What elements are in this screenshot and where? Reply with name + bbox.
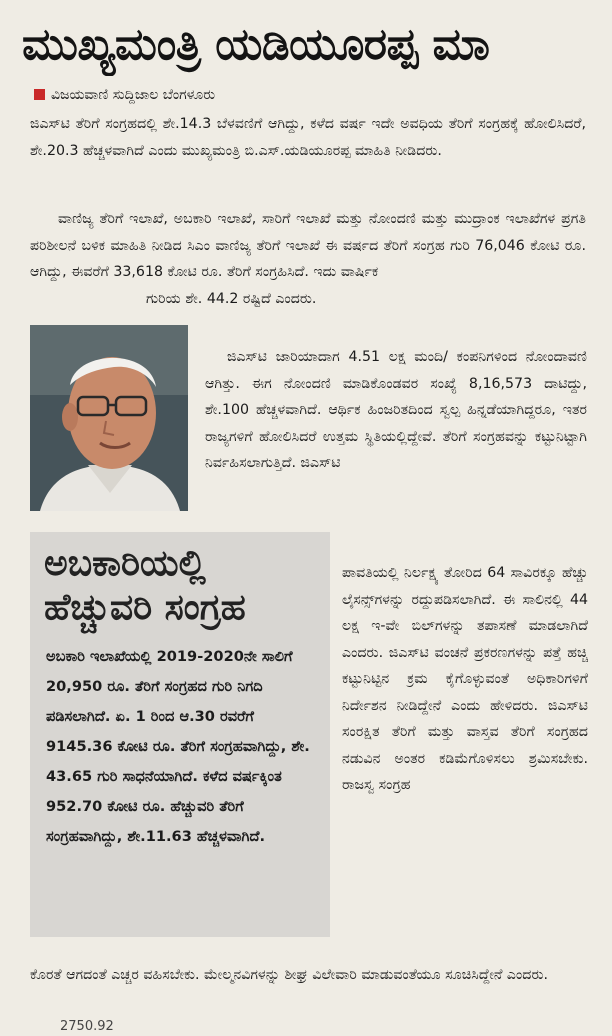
yediyurappa-photo bbox=[30, 325, 188, 511]
paragraph-1: ಜಿಎಸ್‌ಟಿ ತೆರಿಗೆ ಸಂಗ್ರಹದಲ್ಲಿ ಶೇ.14.3 ಬೆಳವಣಿಗೆ ಆಗಿದ್ದು, ಕಳೆದ ವರ್ಷ ಇದೇ ಅವಧಿಯ ತೆರಿಗೆ ಸಂಗ್ರಹಕ್ಕೆ ಹೋಲಿಸಿದರೆ, ಶೇ.20.3 ಹೆಚ್ಚಳವಾಗಿದೆ ಎಂದು ಮುಖ್ಯಮಂತ್ರಿ ಬಿ.ಎಸ್.ಯಡಿಯೂರಪ್ಪ ಮಾಹಿತಿ ನೀಡಿದರು. bbox=[30, 116, 586, 159]
cut-off-text: 2750.92 bbox=[60, 1019, 114, 1034]
paragraph-2-text: ವಾಣಿಜ್ಯ ತೆರಿಗೆ ಇಲಾಖೆ, ಅಬಕಾರಿ ಇಲಾಖೆ, ಸಾರಿಗೆ ಇಲಾಖೆ ಮತ್ತು ನೋಂದಣಿ ಮತ್ತು ಮುದ್ರಾಂಕ ಇಲಾಖೆಗಳ ಪ್ರಗತಿ ಪರಿಶೀಲನೆ ಬಳಿಕ ಮಾಹಿತಿ ನೀಡಿದ ಸಿಎಂ ವಾಣಿಜ್ಯ ತೆರಿಗೆ ಇಲಾಖೆ ಈ ವರ್ಷದ ತೆರಿಗೆ ಸಂಗ್ರಹ ಗುರಿ 76,046 ಕೋಟಿ ರೂ. ಆಗಿದ್ದು, ಈವರೆಗೆ 33,618 ಕೋಟಿ ರೂ. ತೆರಿಗೆ ಸಂಗ್ರಹಿಸಿದೆ. ಇದು ವಾರ್ಷಿಕ bbox=[30, 211, 586, 280]
paragraph-5: ಕೊರತೆ ಆಗದಂತೆ ಎಚ್ಚರ ವಹಿಸಬೇಕು. ಮೇಲ್ಮನವಿಗಳನ್ನು ಶೀಘ್ರ ವಿಲೇವಾರಿ ಮಾಡುವಂತೆಯೂ ಸೂಚಿಸಿದ್ದೇನೆ ಎಂದರು. bbox=[30, 967, 548, 983]
paragraph-2 bbox=[30, 206, 586, 312]
byline-text: ವಿಜಯವಾಣಿ ಸುದ್ದಿಜಾಲ ಬೆಂಗಳೂರು bbox=[51, 87, 216, 103]
sidebar-body: ಅಬಕಾರಿ ಇಲಾಖೆಯಲ್ಲಿ 2019-2020ನೇ ಸಾಲಿಗೆ 20,950 ರೂ. ತೆರಿಗೆ ಸಂಗ್ರಹದ ಗುರಿ ನಿಗದಿ ಪಡಿಸಲಾಗಿದೆ. ಏ. 1 ರಿಂದ ಆ.30 ರವರೆಗೆ 9145.36 ಕೋಟಿ ರೂ. ತೆರಿಗೆ ಸಂಗ್ರಹವಾಗಿದ್ದು, ಶೇ. 43.65 ಗುರಿ ಸಾಧನೆಯಾಗಿದೆ. ಕಳೆದ ವರ್ಷಕ್ಕಿಂತ 952.70 ಕೋಟಿ ರೂ. ಹೆಚ್ಚುವರಿ ತೆರಿಗೆ ಸಂಗ್ರಹವಾಗಿದ್ದು, ಶೇ.11.63 ಹೆಚ್ಚಳವಾಗಿದೆ. bbox=[46, 648, 310, 845]
sidebar-title-line-1: ಅಬಕಾರಿಯಲ್ಲಿ bbox=[44, 543, 206, 584]
byline bbox=[34, 84, 215, 106]
paragraph-4: ಪಾವತಿಯಲ್ಲಿ ನಿರ್ಲಕ್ಷ್ಯ ತೋರಿದ 64 ಸಾವಿರಕ್ಕೂ ಹೆಚ್ಚು ಲೈಸನ್ಸ್‌ಗಳನ್ನು ರದ್ದುಪಡಿಸಲಾಗಿದೆ. ಈ ಸಾಲಿನಲ್ಲಿ 44 ಲಕ್ಷ ಇ-ವೇ ಬಿಲ್‌ಗಳನ್ನು ತಪಾಸಣೆ ಮಾಡಲಾಗಿದೆ ಎಂದರು. ಜಿಎಸ್‌ಟಿ ವಂಚನೆ ಪ್ರಕರಣಗಳನ್ನು ಪತ್ತೆ ಹಚ್ಚಿ ಕಟ್ಟುನಿಟ್ಟಿನ ಕ್ರಮ ಕೈಗೊಳ್ಳುವಂತೆ ಅಧಿಕಾರಿಗಳಿಗೆ ನಿರ್ದೇಶನ ನೀಡಿದ್ದೇನೆ ಎಂದು ಹೇಳಿದರು. ಜಿಎಸ್‌ಟಿ ಸಂರಕ್ಷಿತ ತೆರಿಗೆ ಮತ್ತು ವಾಸ್ತವ ತೆರಿಗೆ ಸಂಗ್ರಹದ ನಡುವಿನ ಅಂತರ ಕಡಿಮೆಗೊಳಿಸಲು ಶ್ರಮಿಸಬೇಕು. ರಾಜಸ್ವ ಸಂಗ್ರಹ bbox=[342, 565, 588, 793]
paragraph-2-last-line: ಗುರಿಯ ಶೇ. 44.2 ರಷ್ಟಿದೆ ಎಂದರು. bbox=[146, 290, 317, 307]
sidebar-title bbox=[44, 542, 324, 630]
byline-marker bbox=[34, 89, 45, 100]
portrait-illustration bbox=[30, 325, 188, 511]
sidebar-title-line-2: ಹೆಚ್ಚುವರಿ ಸಂಗ್ರಹ bbox=[44, 587, 246, 628]
excise-sidebar-box bbox=[30, 532, 330, 937]
paragraph-3: ಜಿಎಸ್‌ಟಿ ಜಾರಿಯಾದಾಗ 4.51 ಲಕ್ಷ ಮಂದಿ/ ಕಂಪನಿಗಳಿಂದ ನೋಂದಾವಣಿ ಆಗಿತ್ತು. ಈಗ ನೋಂದಣಿ ಮಾಡಿಕೊಂಡವರ ಸಂಖ್ಯೆ 8,16,573 ದಾಟಿದ್ದು, ಶೇ.100 ಹೆಚ್ಚಳವಾಗಿದೆ. ಆರ್ಥಿಕ ಹಿಂಜರಿತದಿಂದ ಸ್ವಲ್ಪ ಹಿನ್ನಡೆಯಾಗಿದ್ದರೂ, ಇತರ ರಾಜ್ಯಗಳಿಗೆ ಹೋಲಿಸಿದರೆ ಉತ್ತಮ ಸ್ಥಿತಿಯಲ್ಲಿದ್ದೇವೆ. ತೆರಿಗೆ ಸಂಗ್ರಹವನ್ನು ಕಟ್ಟುನಿಟ್ಟಾಗಿ ನಿರ್ವಹಿಸಲಾಗುತ್ತಿದೆ. ಜಿಎಸ್‌ಟಿ bbox=[205, 349, 587, 471]
headline: ಮುಖ್ಯಮಂತ್ರಿ ಯಡಿಯೂರಪ್ಪ ಮಾ bbox=[22, 19, 490, 70]
